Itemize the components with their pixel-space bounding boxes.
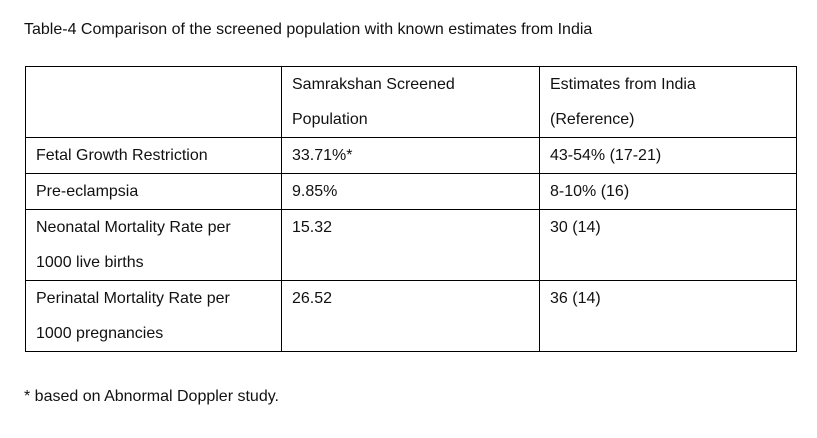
row-label: Fetal Growth Restriction — [36, 147, 208, 164]
row-label-cell — [26, 281, 282, 352]
estimate-value-cell: 36 (14) — [540, 281, 797, 352]
header-cell-screened — [282, 67, 540, 138]
table-row — [26, 281, 797, 352]
header-estimates-line: Estimates from India — [550, 76, 696, 93]
table-footnote: * based on Abnormal Doppler study. — [24, 388, 279, 405]
header-cell-estimates — [540, 67, 797, 138]
row-label: Perinatal Mortality Rate per — [36, 290, 230, 307]
header-screened-line: Samrakshan Screened — [292, 76, 455, 93]
table-header-row — [26, 67, 797, 138]
table-row — [26, 210, 797, 281]
row-label-cell — [26, 210, 282, 281]
header-screened-line: Population — [292, 111, 368, 128]
row-label: 1000 live births — [36, 254, 144, 271]
screened-value-cell: 9.85% — [282, 174, 540, 210]
header-cell-empty — [26, 67, 282, 138]
header-estimates-line: (Reference) — [550, 111, 635, 128]
row-label: Pre-eclampsia — [36, 183, 139, 200]
table-row — [26, 174, 797, 210]
screened-value-cell: 15.32 — [282, 210, 540, 281]
table-row — [26, 138, 797, 174]
screened-value-cell: 26.52 — [282, 281, 540, 352]
screened-value-cell: 33.71%* — [282, 138, 540, 174]
estimate-value-cell: 8-10% (16) — [540, 174, 797, 210]
row-label: 1000 pregnancies — [36, 325, 164, 342]
estimate-value-cell: 30 (14) — [540, 210, 797, 281]
row-label-cell — [26, 138, 282, 174]
row-label: Neonatal Mortality Rate per — [36, 219, 231, 236]
table-caption: Table-4 Comparison of the screened population with known estimates from India — [24, 21, 593, 38]
row-label-cell — [26, 174, 282, 210]
estimate-value-cell: 43-54% (17-21) — [540, 138, 797, 174]
comparison-table — [25, 66, 797, 352]
